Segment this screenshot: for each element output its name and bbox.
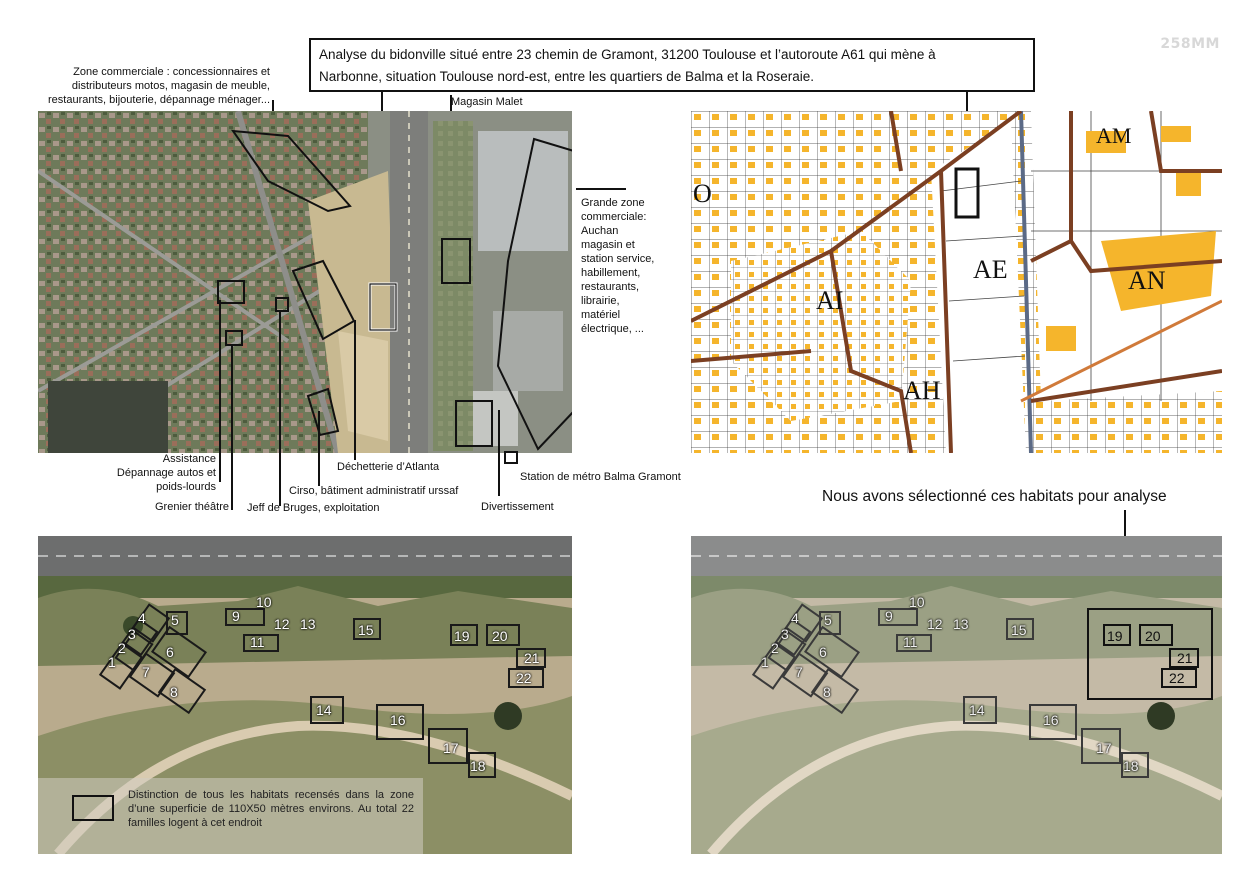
label-assistance: Assistance Dépannage autos et poids-lourds xyxy=(116,453,216,493)
habitat-22: 22 xyxy=(516,670,532,686)
habitat-2: 2 xyxy=(118,640,126,656)
habitat-8: 8 xyxy=(170,684,178,700)
aerial-map xyxy=(38,111,572,453)
label-magasin-malet: Magasin Malet xyxy=(451,96,523,108)
pointer-divertissement xyxy=(498,410,500,496)
habitat-1: 1 xyxy=(108,654,116,670)
habitat-20-right: 20 xyxy=(1145,628,1161,644)
habitat-13-right: 13 xyxy=(953,616,969,632)
habitat-19: 19 xyxy=(454,628,470,644)
habitat-17: 17 xyxy=(443,740,459,756)
habitat-4: 4 xyxy=(138,610,146,626)
label-jeff: Jeff de Bruges, exploitation xyxy=(247,502,380,514)
label-grande-zone: Grande zone commerciale: Auchan magasin et station service, habillement, restaurants, librairie, matériel électrique, ... xyxy=(581,197,655,335)
habitat-2-right: 2 xyxy=(771,640,779,656)
title-line-1: Analyse du bidonville situé entre 23 chemin de Gramont, 31200 Toulouse et l’autoroute A61 qui mène à xyxy=(319,47,936,62)
label-cirso: Cirso, bâtiment administratif urssaf xyxy=(289,485,459,497)
legend-box-swatch xyxy=(72,795,114,821)
pointer-grande-zone xyxy=(576,188,626,190)
habitat-16-right: 16 xyxy=(1043,712,1059,728)
habitat-15-right: 15 xyxy=(1011,622,1027,638)
habitat-5: 5 xyxy=(171,612,179,628)
watermark: 258MM xyxy=(1160,36,1220,52)
pointer-assistance xyxy=(219,300,221,482)
label-station: Station de métro Balma Gramont xyxy=(520,471,681,483)
habitat-22-right: 22 xyxy=(1169,670,1185,686)
selection-box xyxy=(1087,608,1213,700)
aerial-map-image xyxy=(38,111,572,453)
pointer-grenier xyxy=(231,345,233,510)
habitat-6-right: 6 xyxy=(819,644,827,660)
habitat-11: 11 xyxy=(250,634,265,650)
habitat-14-right: 14 xyxy=(969,702,985,718)
metro-marker xyxy=(504,451,518,464)
habitat-15: 15 xyxy=(358,622,374,638)
legend-text: Distinction de tous les habitats recensés dans la zone d’une superficie de 110X50 mètres environs. Au total 22 familles logent à cet endroit xyxy=(128,789,414,829)
habitat-9-right: 9 xyxy=(885,608,893,624)
habitat-11-right: 11 xyxy=(903,634,918,650)
habitat-16: 16 xyxy=(390,712,406,728)
habitat-21-right: 21 xyxy=(1177,650,1193,666)
habitat-10: 10 xyxy=(256,594,272,610)
habitat-9: 9 xyxy=(232,608,240,624)
habitat-3-right: 3 xyxy=(781,626,789,642)
habitat-13: 13 xyxy=(300,616,316,632)
zone-label-o: O xyxy=(693,179,712,208)
pointer-jeff xyxy=(279,311,281,506)
habitat-19-right: 19 xyxy=(1107,628,1123,644)
zone-label-am: AM xyxy=(1096,123,1132,148)
legend xyxy=(38,778,423,854)
habitat-12-right: 12 xyxy=(927,616,943,632)
habitat-21: 21 xyxy=(524,650,540,666)
pointer-dechetterie xyxy=(354,320,356,460)
habitat-7: 7 xyxy=(142,664,150,680)
label-divertissement: Divertissement xyxy=(481,501,554,513)
habitat-18-right: 18 xyxy=(1123,758,1139,774)
pointer-cirso xyxy=(318,411,320,486)
habitat-4-right: 4 xyxy=(791,610,799,626)
habitat-1-right: 1 xyxy=(761,654,769,670)
habitat-17-right: 17 xyxy=(1096,740,1112,756)
selection-caption: Nous avons sélectionné ces habitats pour analyse xyxy=(822,488,1167,505)
habitat-3: 3 xyxy=(128,626,136,642)
site-photo-right xyxy=(691,536,1222,854)
label-dechetterie: Déchetterie d’Atlanta xyxy=(337,461,440,473)
zone-label-an: AN xyxy=(1128,266,1166,295)
zone-label-ai: AI xyxy=(816,286,844,315)
habitat-5-right: 5 xyxy=(824,612,832,628)
label-grenier: Grenier théâtre xyxy=(155,501,229,513)
label-zone-commerciale: Zone commerciale : concessionnaires et distributeurs motos, magasin de meuble, restaurants, bijouterie, dépannage ménager... xyxy=(48,66,270,106)
habitat-14: 14 xyxy=(316,702,332,718)
zone-label-ae: AE xyxy=(973,255,1008,284)
habitat-8-right: 8 xyxy=(823,684,831,700)
habitat-20: 20 xyxy=(492,628,508,644)
zone-label-ah: AH xyxy=(903,376,941,405)
habitat-6: 6 xyxy=(166,644,174,660)
habitat-7-right: 7 xyxy=(795,664,803,680)
title-box xyxy=(309,38,1035,92)
title-line-2: Narbonne, situation Toulouse nord-est, entre les quartiers de Balma et la Roseraie. xyxy=(319,69,815,84)
habitat-10-right: 10 xyxy=(909,594,925,610)
cadastre-map xyxy=(691,111,1222,453)
habitat-12: 12 xyxy=(274,616,290,632)
habitat-18: 18 xyxy=(470,758,486,774)
